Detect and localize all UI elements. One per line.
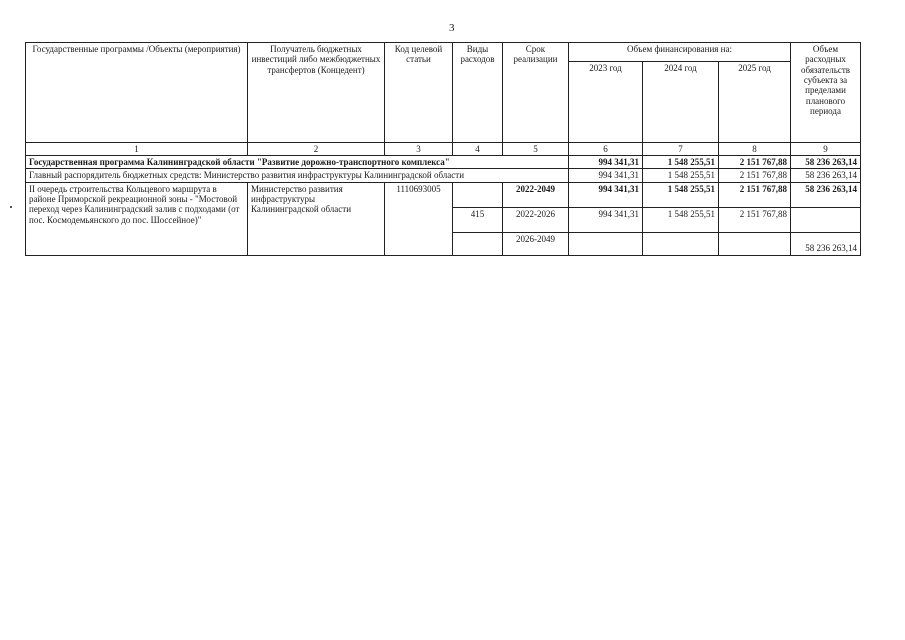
- object-period: 2022-2049: [503, 182, 569, 207]
- manager-2025: 2 151 767,88: [719, 169, 791, 182]
- program-2025: 2 151 767,88: [719, 156, 791, 169]
- object-2025: [719, 232, 791, 255]
- object-2024: 1 548 255,51: [643, 182, 719, 207]
- manager-2024: 1 548 255,51: [643, 169, 719, 182]
- object-2023: [569, 232, 643, 255]
- object-expense-type: [453, 232, 503, 255]
- manager-beyond: 58 236 263,14: [791, 169, 861, 182]
- page-number: 3: [449, 22, 455, 34]
- header-year-2024: 2024 год: [643, 62, 719, 143]
- header-expense-types: Виды расходов: [453, 43, 503, 143]
- object-expense-type: [453, 182, 503, 207]
- budget-table: [25, 42, 861, 256]
- object-beyond: 58 236 263,14: [791, 182, 861, 207]
- column-number: 4: [453, 143, 503, 156]
- header-funding-group: Объем финансирования на:: [569, 43, 791, 62]
- manager-row: [26, 169, 861, 182]
- object-2023: 994 341,31: [569, 182, 643, 207]
- column-number: 2: [248, 143, 385, 156]
- object-recipient: Министерство развития инфраструктуры Калининградской области: [248, 182, 385, 255]
- header-target-code: Код целевой статьи: [385, 43, 453, 143]
- object-beyond: 58 236 263,14: [791, 232, 861, 255]
- program-row: [26, 156, 861, 169]
- object-2024: [643, 232, 719, 255]
- manager-2023: 994 341,31: [569, 169, 643, 182]
- column-number-row: [26, 143, 861, 156]
- header-beyond-period: Объем расходных обязательств субъекта за пределами планового периода: [791, 43, 861, 143]
- object-period: 2026-2049: [503, 232, 569, 255]
- column-number: 6: [569, 143, 643, 156]
- manager-title: Главный распорядитель бюджетных средств: Министерство развития инфраструктуры Калининградской области: [26, 169, 569, 182]
- scan-speck: [10, 206, 12, 208]
- object-2023: 994 341,31: [569, 207, 643, 232]
- column-number: 9: [791, 143, 861, 156]
- column-number: 8: [719, 143, 791, 156]
- object-name: II очередь строительства Кольцевого маршрута в районе Приморской рекреационной зоны - "Мостовой переход через Калининградский залив с подходами (от пос. Космодемьянского до пос. Шоссейное)": [26, 182, 248, 255]
- program-2024: 1 548 255,51: [643, 156, 719, 169]
- program-title: Государственная программа Калининградской области "Развитие дорожно-транспортного комплекса": [26, 156, 569, 169]
- column-number: 5: [503, 143, 569, 156]
- object-expense-type: 415: [453, 207, 503, 232]
- object-2024: 1 548 255,51: [643, 207, 719, 232]
- column-number: 7: [643, 143, 719, 156]
- header-recipient: Получатель бюджетных инвестиций либо межбюджетных трансфертов (Концедент): [248, 43, 385, 143]
- header-year-2025: 2025 год: [719, 62, 791, 143]
- object-row-total: [26, 182, 861, 207]
- header-programs: Государственные программы /Объекты (мероприятия): [26, 43, 248, 143]
- object-beyond: [791, 207, 861, 232]
- object-period: 2022-2026: [503, 207, 569, 232]
- object-2025: 2 151 767,88: [719, 182, 791, 207]
- column-number: 3: [385, 143, 453, 156]
- object-code: 1110693005: [385, 182, 453, 255]
- program-beyond: 58 236 263,14: [791, 156, 861, 169]
- column-number: 1: [26, 143, 248, 156]
- object-2025: 2 151 767,88: [719, 207, 791, 232]
- program-2023: 994 341,31: [569, 156, 643, 169]
- header-year-2023: 2023 год: [569, 62, 643, 143]
- header-period: Срок реализации: [503, 43, 569, 143]
- header-row-top: [26, 43, 861, 62]
